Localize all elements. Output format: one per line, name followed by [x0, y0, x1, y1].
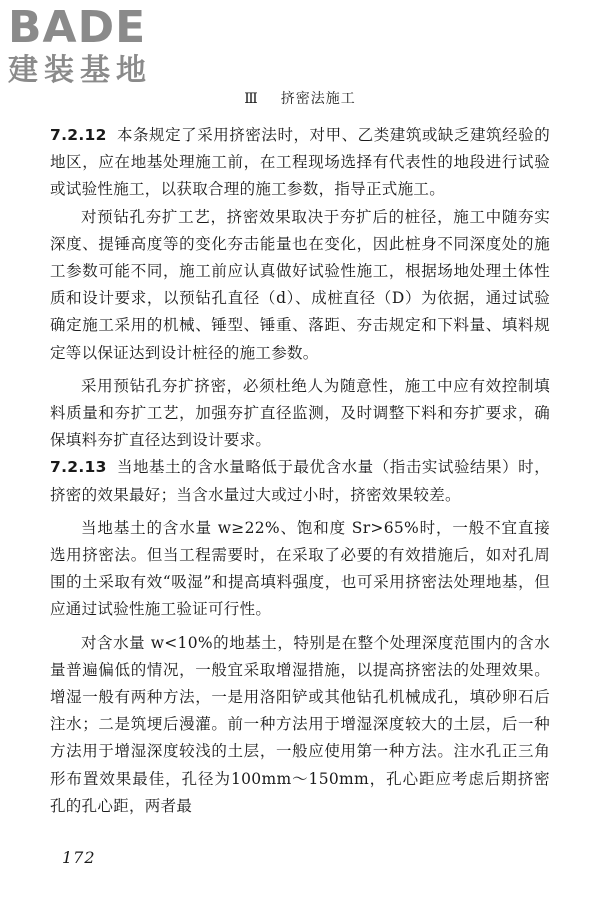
clause-number: 7.2.13	[50, 458, 107, 477]
page-number: 172	[62, 848, 96, 867]
section-heading	[0, 88, 600, 108]
section-number: Ⅲ	[244, 91, 259, 107]
paragraph: 对含水量 w<10%的地基土，特别是在整个处理深度范围内的含水量普遍偏低的情况，一般宜采取增湿措施，以提高挤密法的处理效果。增湿一般有两种方法，一是用洛阳铲或其他钻孔机械成孔，填砂卵石后注水；二是筑埂后漫灌。前一种方法用于增湿深度较大的土层，后一种方法用于增湿深度较浅的土层，一般应使用第一种方法。注水孔正三角形布置效果最佳，孔径为100mm～150mm，孔心距应考虑后期挤密孔的孔心距，两者最	[50, 633, 550, 815]
clause-text: 本条规定了采用挤密法时，对甲、乙类建筑或缺乏建筑经验的地区，应在地基处理施工前，在工程现场选择有代表性的地段进行试验或试验性施工，以获取合理的施工参数，指导正式施工。	[50, 126, 550, 199]
paragraph: 对预钻孔夯扩工艺，挤密效果取决于夯扩后的桩径，施工中随夯实深度、提锤高度等的变化夯击能量也在变化，因此桩身不同深度处的施工参数可能不同，施工前应认真做好试验性施工，根据场地处理土体性质和设计要求，以预钻孔直径（d）、成桩直径（D）为依据，通过试验确定施工采用的机械、锤型、锤重、落距、夯击规定和下料量、填料规定等以保证达到设计桩径的施工参数。	[50, 207, 550, 362]
logo-wordmark: BADE	[8, 2, 147, 53]
clause-text: 当地基土的含水量略低于最优含水量（指击实试验结果）时，挤密的效果最好；当含水量过大或过小时，挤密效果较差。	[50, 458, 550, 504]
paragraph: 采用预钻孔夯扩挤密，必须杜绝人为随意性，施工中应有效控制填料质量和夯扩工艺，加强夯扩直径监测，及时调整下料和夯扩要求，确保填料夯扩直径达到设计要求。	[50, 376, 550, 450]
paragraph: 当地基土的含水量 w≥22%、饱和度 Sr>65%时，一般不宜直接选用挤密法。但当工程需要时，在采取了必要的有效措施后，如对孔周围的土采取有效“吸湿”和提高填料强度，也可采用挤密法处理地基，但应通过试验性施工验证可行性。	[50, 518, 550, 619]
clause-number: 7.2.12	[50, 126, 107, 144]
watermark-logo	[8, 2, 178, 96]
logo-chinese-name: 建装基地	[8, 53, 152, 88]
clause-7-2-12	[50, 122, 550, 204]
body-text	[50, 122, 550, 820]
section-title: 挤密法施工	[280, 91, 356, 107]
clause-7-2-13	[50, 454, 550, 508]
